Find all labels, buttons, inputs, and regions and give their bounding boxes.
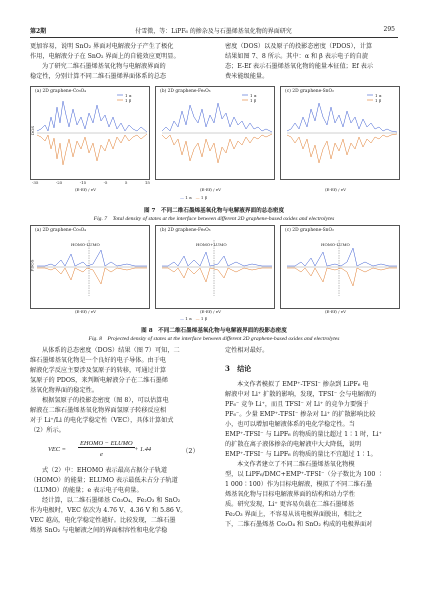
x-tick: -25 [55, 180, 63, 185]
text-line: PF₆⁻ 竞争 Li⁺，而且 TFSI⁻ 对 Li⁺ 的竞争力要强于 [225, 401, 369, 408]
fig7-caption-en: Fig. 7 Total density of states at the interface between different 2D graphene-based oxides and electrolytes [93, 216, 335, 222]
dos-plot [281, 87, 399, 179]
text-line: 对于 Li⁺/Li 的电化学稳定性（VEC），具体计算如式 [30, 417, 174, 424]
legend-beta: 1 β [125, 98, 132, 103]
text-line: 密度（DOS）以及原子的投影态密度（PDOS），计算 [225, 43, 373, 50]
homo-lumo-note: HOMO-LUMO [71, 242, 100, 247]
x-axis-label: (E-Ef) / eV [325, 309, 347, 314]
body-left-paragraph [30, 346, 205, 436]
text-line: （2）所示。 [30, 427, 65, 434]
text-line: 更加容易，说明 SnO₂ 界面对电解液分子产生了极化 [30, 43, 174, 50]
text-line: （LUMO）的能量；e 表示电子电荷量。 [30, 487, 143, 494]
text-line: 经计算，以二维石墨烯基 Co₃O₄、Fe₂O₃ 和 SnO₂ [42, 497, 181, 504]
fig8-panel-b [155, 225, 275, 309]
x-tick: -15 [79, 180, 87, 185]
text-line: 解液在二维石墨烯基氧化物界面氢原子转移反应相 [30, 407, 167, 414]
fig8-panel-c [280, 225, 400, 309]
text-line: 基氧化物界面的稳定性。 [30, 387, 99, 394]
text-line: 作用，电解液分子在 SnO₂ 界面上的自能效应更明显。 [30, 53, 180, 60]
legend-alpha: 1 α [125, 93, 132, 98]
homo-lumo-note: HOMO+LUMO [196, 242, 227, 247]
text-line: 型，以 LiPF₆/DMC+EMP⁺-TFSI⁻（分子数比为 100 ∶ [225, 471, 384, 478]
text-line: 作为电极时，VEC 依次为 4.76 V、4.36 V 和 5.86 V。 [30, 507, 187, 514]
text-line: 质。研究发现，Li⁺ 更容易负载在二维石墨烯基 [225, 501, 354, 508]
figure-7 [30, 86, 398, 204]
text-line: 维石墨烯基氧化物是一个良好的电子导体。由于电 [30, 357, 167, 364]
x-tick: -35 [32, 180, 39, 185]
text-line: 氢原子的 PDOS，来判断电解液分子在二维石墨烯 [30, 377, 168, 384]
pdos-plot [156, 226, 274, 308]
text-line: 烯基 SnO₂ 与电解液之间的界面相容性和电化学稳 [30, 527, 168, 534]
fig7-panel-b [155, 86, 275, 180]
legend-beta: 1 β [200, 316, 208, 321]
text-line: 解液化学反应主要涉及氢原子的转移，可通过计算 [30, 367, 167, 374]
issue-number: 第2期 [30, 28, 47, 35]
fig8-panel-a [30, 225, 150, 309]
text-line: PF₆⁻。少量 EMP⁺-TFSI⁻ 掺杂对 Li⁺ 的扩散影响比较 [225, 411, 376, 418]
pdos-plot [281, 226, 399, 308]
text-line: 解液中对 Li⁺ 扩散的影响，发现，TFSI⁻ 会与电解液的 [225, 391, 377, 398]
y-axis-label: PDOS [29, 259, 35, 272]
legend-beta: 1 β [200, 195, 208, 200]
y-axis-label: DOS [30, 125, 36, 136]
fig8-caption-cn: 图 8 不同二维石墨烯基氧化物与电解液界面的投影态密度 [141, 328, 287, 334]
text-line: 本文作者建立了不同二维石墨烯基氧化物模 [237, 461, 355, 468]
text-line: Fe₂O₃ 界面上，不容易从该电极界面脱出，相比之 [225, 511, 363, 518]
text-line: 1 000∶100）作为目标电解液，模拟了不同二维石墨 [225, 481, 373, 488]
fig7-caption-cn: 图 7 不同二维石墨烯基氧化物与电解液界面的总态密度 [143, 208, 285, 214]
text-line: 小，也可以增加电解液体系的电化学稳定性。当 [225, 421, 355, 428]
x-axis-label: (E-Ef) / eV [325, 187, 347, 192]
panel-title: (b) 2D graphene-Fe₂O₃ [160, 89, 211, 94]
legend-beta: 1 β [250, 98, 257, 103]
text-line: 式（2）中：EHOMO 表示最高占据分子轨道 [42, 467, 168, 474]
panel-title: (c) 2D graphene-SnO₂ [285, 89, 334, 94]
text-line: 下，二维石墨烯基 Co₃O₄ 和 SnO₂ 构成的电极界面对 [225, 521, 373, 528]
x-axis-label: (E-Ef) / eV [200, 309, 222, 314]
conclusion-paragraph [225, 380, 398, 530]
x-tick: -5 [103, 180, 108, 185]
equation-tail: + 1.44 [134, 446, 152, 453]
homo-lumo-note: HOMO-LUMO [321, 242, 350, 247]
header-rule [30, 37, 398, 38]
text-line: 费米能级能量。 [225, 73, 269, 80]
text-line: 稳定性，分别计算不同二维石墨烯界面体系的总态 [30, 73, 167, 80]
text-line: 结果如图 7、8 所示。其中：α 和 β 表示电子的自旋 [225, 53, 369, 60]
body-right-top [225, 346, 398, 356]
section-number: 3 [225, 364, 230, 373]
equation-number: （2） [182, 447, 199, 455]
section-heading [225, 364, 251, 374]
panel-title: (b) 2D graphene-Fe₂O₃ [160, 228, 211, 233]
fig7-panel-a [30, 86, 150, 180]
x-axis-label: (E-Ef) / eV [75, 187, 97, 192]
top-left-paragraph [30, 42, 205, 82]
text-line: EMP⁺-TFSI⁻ 与 LiPF₆ 的物质的量比不宜超过 1∶1。 [225, 451, 377, 458]
text-line: 的扩散在离子液体掺杂的电解液中大大降低，说明 [225, 441, 362, 448]
legend-alpha: 1 α [185, 316, 192, 321]
text-line: 定性相对最好。 [225, 347, 269, 354]
text-line: EMP⁺-TFSI⁻ 与 LiPF₆ 的物质的量比超过 1∶1 时，Li⁺ [225, 431, 382, 438]
figure-8 [30, 225, 398, 325]
fig7-legend: — 1 α — 1 β [180, 195, 208, 200]
panel-title: (a) 2D graphene-Co₃O₄ [35, 89, 86, 94]
panel-title: (c) 2D graphene-SnO₂ [285, 228, 334, 233]
text-line: 根据氢原子的投影态密度（图 8），可以估算电 [42, 397, 169, 404]
section-title: 结论 [237, 364, 252, 373]
text-line: 本文作者模拟了 EMP⁺-TFSI⁻ 掺杂到 LiPF₆ 电 [237, 381, 369, 388]
panel-title: (a) 2D graphene-Co₃O₄ [35, 228, 86, 233]
text-line: 从体系的总态密度（DOS）结果（图 7）可知，二 [42, 347, 180, 354]
dos-plot [156, 87, 274, 179]
x-ticks [32, 180, 150, 185]
x-tick: 5 [124, 180, 128, 185]
equation-numerator: EHOMO − ELUMO [80, 440, 133, 447]
fig8-legend: — 1 α — 1 β [180, 316, 208, 321]
body-left-paragraph-2 [30, 466, 205, 536]
x-tick: 15 [144, 180, 150, 185]
legend-alpha: 1 α [250, 93, 257, 98]
x-axis-label: (E-Ef) / eV [200, 187, 222, 192]
text-line: 烯基氧化物与目标电解液界面的结构和动力学性 [225, 491, 355, 498]
pdos-plot [31, 226, 149, 308]
text-line: （HOMO）的能量；ELUMO 表示最低未占分子轨道 [30, 477, 178, 484]
text-line: 态；E-Ef 表示石墨烯基氧化物的能量本征值；Ef 表示 [225, 63, 374, 70]
page-number: 295 [383, 26, 395, 33]
fig8-caption-en: Fig. 8 Projected density of states at the interface between different 2D graphene-based oxides and electrolytes [88, 336, 340, 342]
legend-alpha: 1 α [185, 195, 192, 200]
equation-denominator: e [100, 451, 103, 458]
fig7-panel-c [280, 86, 400, 180]
text-line: 为了研究二维石墨烯基氧化物与电解液界面的 [42, 63, 166, 70]
top-right-paragraph [225, 42, 398, 82]
dos-plot [31, 87, 149, 179]
equation-lhs: VEC = [48, 446, 66, 453]
x-axis-label: (E-Ef) / eV [75, 309, 97, 314]
running-title: 付雪微，等：LiPF₆ 的掺杂及与石墨烯基氧化物的界面研究 [135, 28, 292, 35]
legend-alpha: 1 α [375, 93, 382, 98]
text-line: VEC 越高，电化学稳定性越好。比较发现，二维石墨 [30, 517, 176, 524]
legend-beta: 1 β [375, 98, 382, 103]
